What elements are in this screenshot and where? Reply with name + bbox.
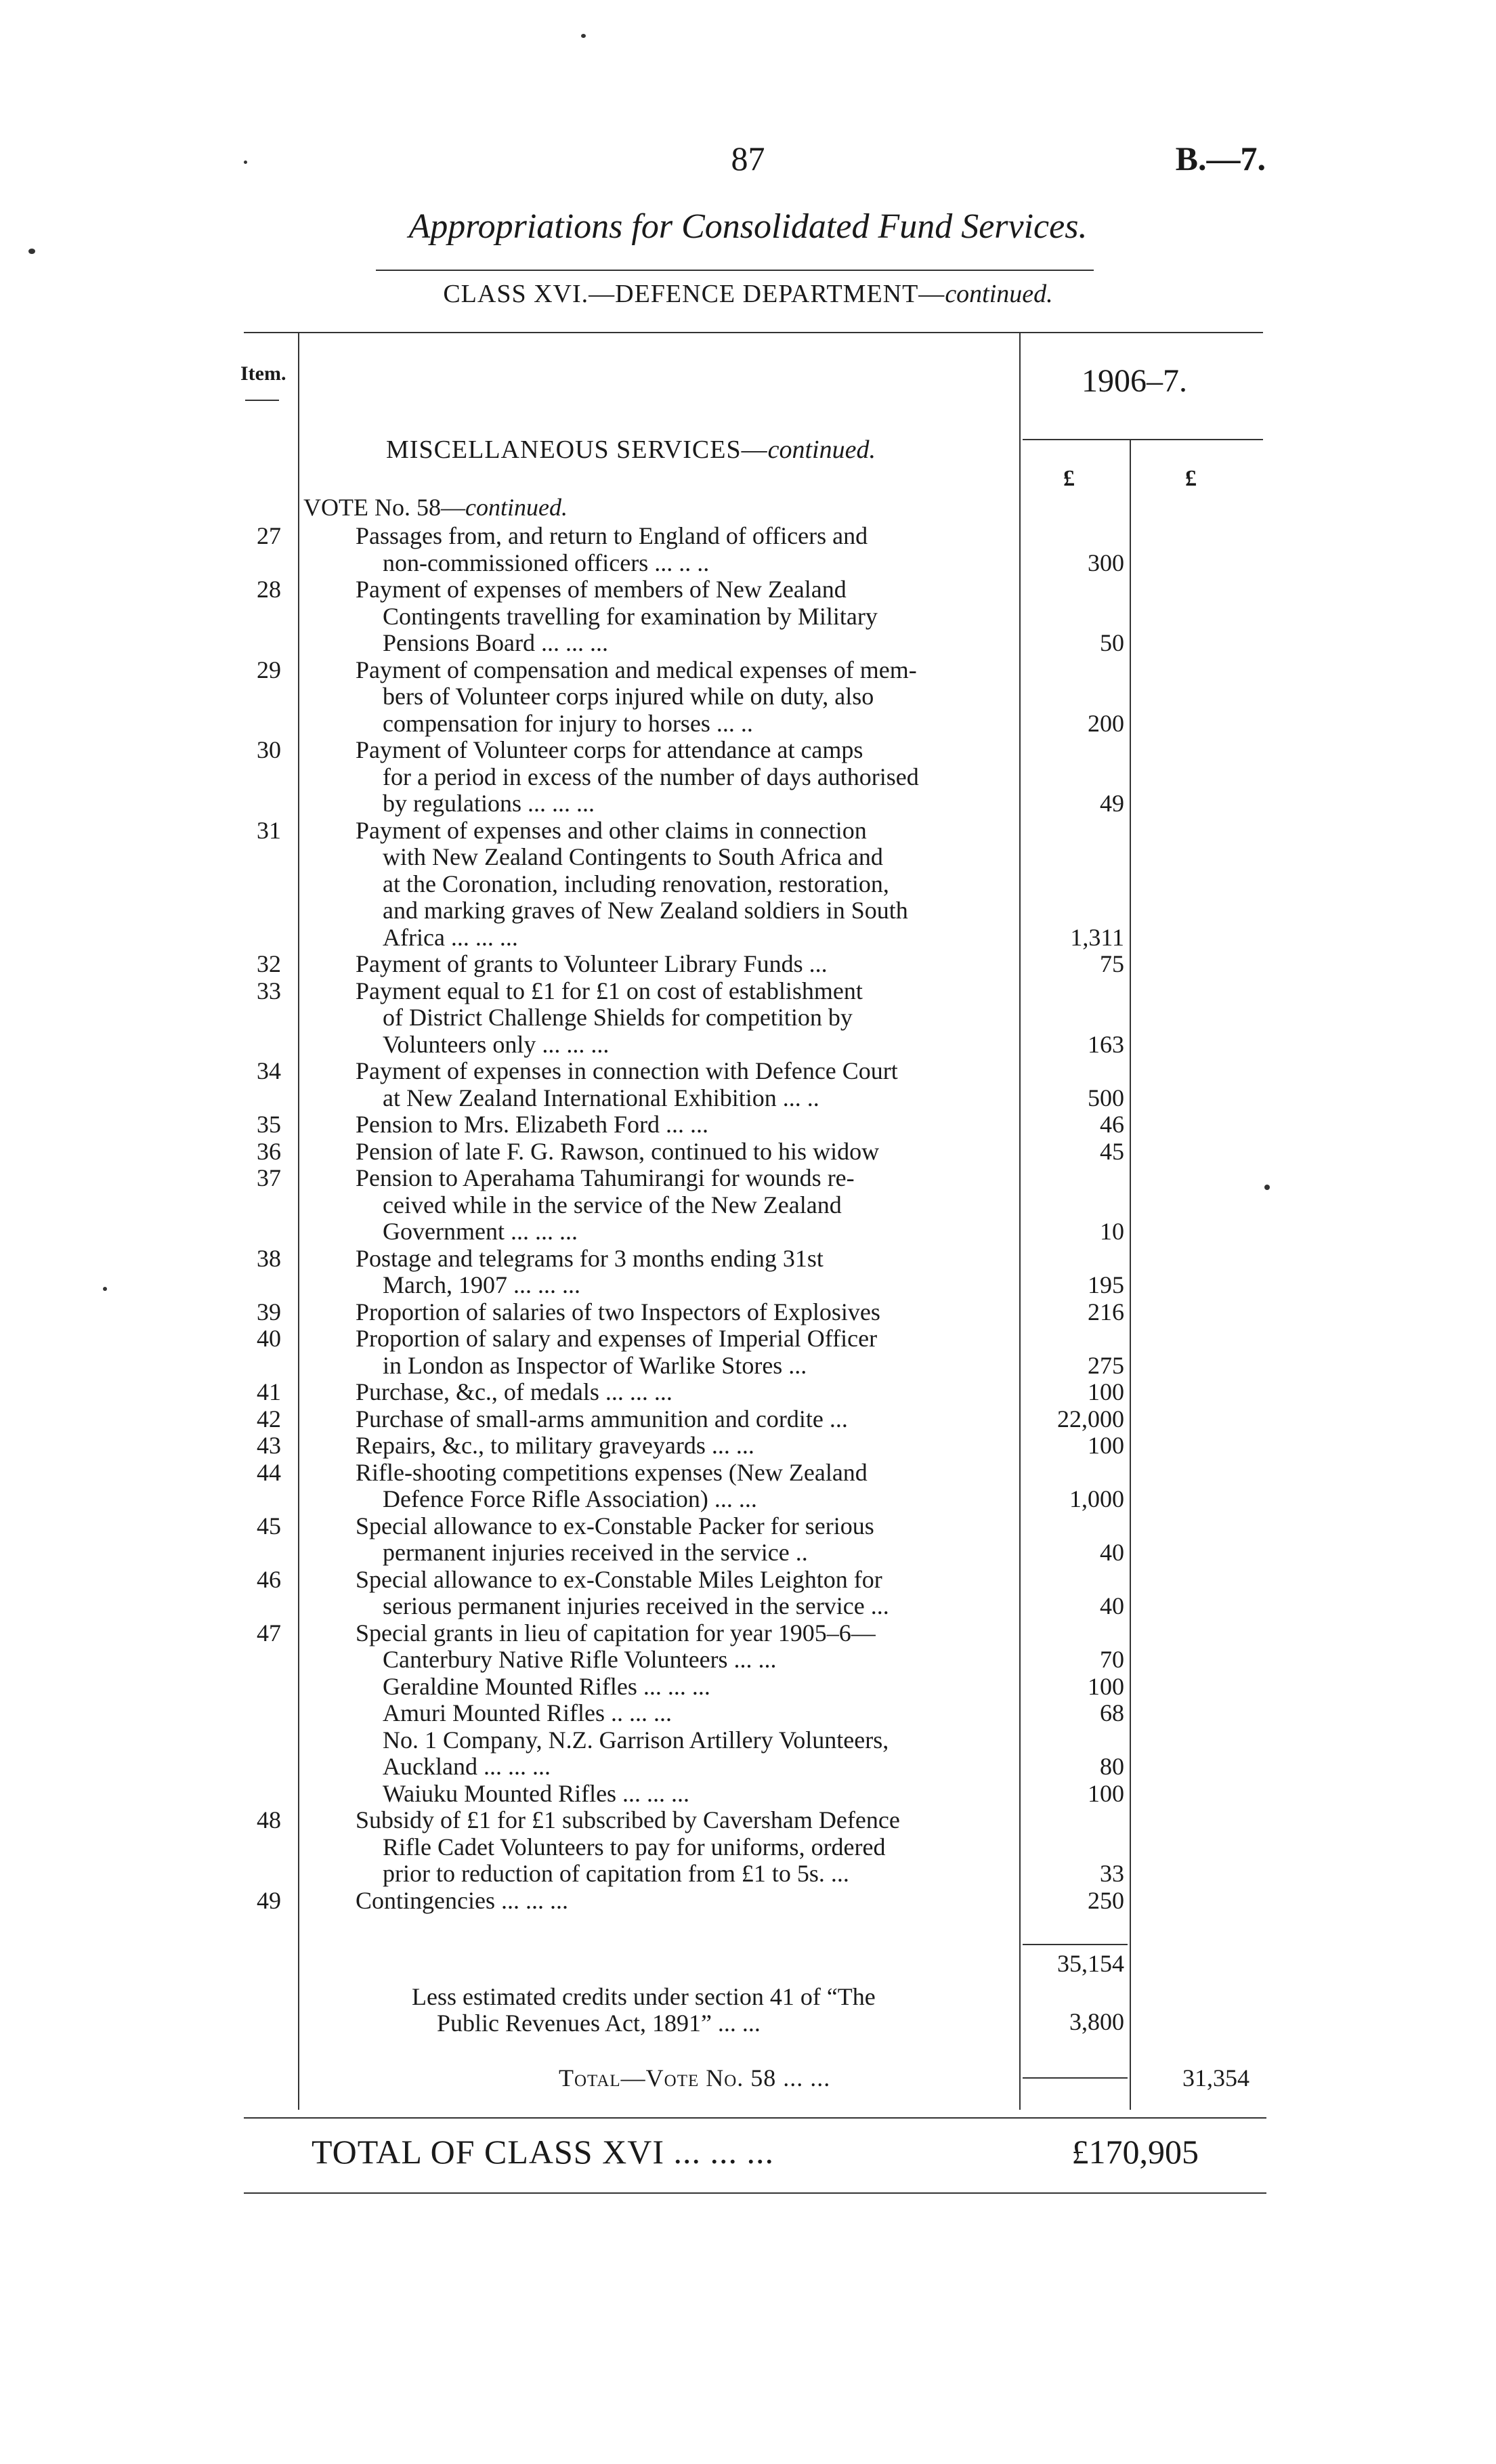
item-description: compensation for injury to horses ... ..: [383, 709, 753, 737]
item-description: at New Zealand International Exhibition ... ..: [383, 1084, 819, 1111]
item-number: 39: [257, 1298, 281, 1325]
item-amount: 22,000: [1057, 1405, 1124, 1432]
item-description: by regulations ... ... ...: [383, 790, 595, 817]
item-description: Amuri Mounted Rifles .. ... ...: [383, 1699, 672, 1726]
table-row: [0, 1700, 1496, 1726]
item-description: Payment of expenses in connection with Defence Court: [356, 1057, 898, 1084]
class-total-label: TOTAL OF CLASS XVI ... ... ...: [312, 2133, 774, 2171]
item-amount: 33: [1100, 1860, 1124, 1887]
item-description: Contingencies ... ... ...: [356, 1886, 568, 1914]
pound-sign-right: £: [1185, 466, 1197, 491]
table-row: [0, 1888, 1496, 1914]
item-description: Payment of expenses of members of New Zealand: [356, 576, 847, 603]
table-row: [0, 978, 1496, 1004]
item-number: 30: [257, 736, 281, 763]
scan-speck: [1264, 1185, 1270, 1190]
item-number: 37: [257, 1164, 281, 1191]
item-description: Waiuku Mounted Rifles ... ... ...: [383, 1779, 690, 1807]
item-description: Repairs, &c., to military graveyards ... ...: [356, 1432, 754, 1459]
item-number: 43: [257, 1432, 281, 1459]
item-description: for a period in excess of the number of days authorised: [383, 763, 919, 790]
table-row: [0, 1834, 1496, 1861]
item-description: Payment of compensation and medical expenses of mem-: [356, 656, 917, 683]
item-description: Pension to Mrs. Elizabeth Ford ... ...: [356, 1111, 708, 1138]
item-number: 27: [257, 522, 281, 549]
item-amount: 200: [1088, 709, 1124, 737]
item-amount: 40: [1100, 1539, 1124, 1566]
item-description: prior to reduction of capitation from £1 to 5s. ...: [383, 1860, 849, 1887]
table-row: [0, 683, 1496, 710]
item-amount: 100: [1088, 1672, 1124, 1700]
item-number: 41: [257, 1378, 281, 1405]
item-description: Payment of expenses and other claims in connection: [356, 816, 867, 844]
table-row: [0, 1406, 1496, 1432]
item-description: Postage and telegrams for 3 months ending 31st: [356, 1244, 824, 1272]
item-amount: 1,000: [1069, 1485, 1124, 1512]
table-row: [0, 1539, 1496, 1566]
table-row: [0, 817, 1496, 844]
page-title: Appropriations for Consolidated Fund Services.: [408, 207, 1088, 246]
table-row: [0, 790, 1496, 817]
item-amount: 46: [1100, 1111, 1124, 1138]
table-row: [0, 630, 1496, 656]
item-description: serious permanent injuries received in the service ...: [383, 1592, 889, 1619]
item-description: Pension to Aperahama Tahumirangi for wounds re-: [356, 1164, 855, 1191]
page-number: 87: [731, 140, 765, 177]
item-amount: 100: [1088, 1378, 1124, 1405]
vote-total-amount: 31,354: [1182, 2064, 1249, 2091]
item-number: 36: [257, 1137, 281, 1165]
section-heading: [386, 435, 876, 465]
item-description: at the Coronation, including renovation, restoration,: [383, 870, 889, 897]
table-row: [0, 1299, 1496, 1325]
table-row: [0, 1353, 1496, 1379]
table-row: [0, 1620, 1496, 1647]
table-row: [0, 1379, 1496, 1405]
table-row: [0, 844, 1496, 870]
item-number: 49: [257, 1886, 281, 1914]
table-row: [0, 1807, 1496, 1833]
table-row: [0, 1192, 1496, 1218]
item-description: Africa ... ... ...: [383, 923, 518, 951]
item-description: Subsidy of £1 for £1 subscribed by Caversham Defence: [356, 1806, 900, 1833]
table-row: [0, 1486, 1496, 1512]
item-number: 45: [257, 1512, 281, 1539]
scan-speck: [28, 249, 35, 254]
item-description: Rifle Cadet Volunteers to pay for uniforms, ordered: [383, 1833, 886, 1861]
class-total-rule-top: [244, 2117, 1266, 2119]
item-amount: 10: [1100, 1218, 1124, 1245]
item-amount: 216: [1088, 1298, 1124, 1325]
table-row: [0, 550, 1496, 576]
item-description: Special allowance to ex-Constable Miles Leighton for: [356, 1565, 882, 1593]
item-description: non-commissioned officers ... .. ..: [383, 549, 710, 576]
table-row: [0, 1674, 1496, 1700]
table-row: [0, 764, 1496, 790]
item-description: Special grants in lieu of capitation for year 1905–6—: [356, 1619, 876, 1647]
subtotal-rule: [1023, 1944, 1128, 1945]
item-amount: 100: [1088, 1432, 1124, 1459]
item-description: Passages from, and return to England of officers and: [356, 522, 868, 549]
item-description: bers of Volunteer corps injured while on duty, also: [383, 683, 874, 710]
credits-row: [0, 2009, 1496, 2035]
item-description: Canterbury Native Rifle Volunteers ... ...: [383, 1646, 777, 1673]
scan-speck: [103, 1287, 107, 1291]
item-number: 38: [257, 1244, 281, 1272]
vote-heading: [303, 493, 568, 522]
item-amount: 300: [1088, 549, 1124, 576]
table-row: [0, 737, 1496, 763]
table-row: [0, 657, 1496, 683]
table-row: [0, 1567, 1496, 1593]
table-row: [0, 1513, 1496, 1539]
table-row: [0, 1325, 1496, 1352]
table-row: [0, 1085, 1496, 1111]
class-heading-continued: continued.: [945, 280, 1053, 308]
class-heading: [0, 279, 1496, 309]
item-number: 31: [257, 816, 281, 844]
table-row: [0, 1032, 1496, 1058]
item-amount: 49: [1100, 790, 1124, 817]
scan-speck: [581, 34, 586, 38]
pound-sign-left: £: [1063, 466, 1075, 491]
table-row: [0, 1861, 1496, 1887]
item-description: No. 1 Company, N.Z. Garrison Artillery Volunteers,: [383, 1726, 889, 1754]
item-description: with New Zealand Contingents to South Africa and: [383, 843, 883, 870]
table-row: [0, 1004, 1496, 1031]
item-description: March, 1907 ... ... ...: [383, 1271, 580, 1298]
item-description: Payment equal to £1 for £1 on cost of establishment: [356, 977, 863, 1004]
item-amount: 80: [1100, 1753, 1124, 1780]
vote-total-rule: [1023, 2077, 1128, 2079]
item-description: Purchase of small-arms ammunition and cordite ...: [356, 1405, 848, 1432]
item-number: 40: [257, 1325, 281, 1352]
item-number: 34: [257, 1057, 281, 1084]
table-row: [0, 951, 1496, 977]
table-row: [0, 1218, 1496, 1245]
table-row: [0, 1647, 1496, 1673]
subtotal-amount: 35,154: [1057, 1950, 1124, 1977]
vote-heading-text: VOTE No. 58—: [303, 494, 465, 521]
item-amount: 163: [1088, 1030, 1124, 1058]
table-row: [0, 576, 1496, 603]
item-description: and marking graves of New Zealand soldiers in South: [383, 897, 908, 924]
table-row: [0, 897, 1496, 924]
item-amount: 50: [1100, 629, 1124, 656]
vote-heading-continued: continued.: [465, 494, 568, 521]
item-description: Purchase, &c., of medals ... ... ...: [356, 1378, 672, 1405]
class-total-rule-bottom: [244, 2192, 1266, 2194]
class-total-amount: £170,905: [1071, 2133, 1199, 2171]
item-number: 44: [257, 1458, 281, 1486]
table-row: [0, 1165, 1496, 1191]
table-row: [0, 603, 1496, 630]
table-row: [0, 1432, 1496, 1459]
year-column-header: 1906–7.: [1082, 363, 1187, 399]
item-number: 46: [257, 1565, 281, 1593]
credits-line-2: Public Revenues Act, 1891” ... ...: [437, 2010, 761, 2037]
item-description: Special allowance to ex-Constable Packer for serious: [356, 1512, 874, 1539]
item-description: Geraldine Mounted Rifles ... ... ...: [383, 1672, 710, 1700]
item-amount: 1,311: [1070, 923, 1124, 951]
item-amount: 75: [1100, 950, 1124, 977]
item-number: 32: [257, 950, 281, 977]
table-row: [0, 1058, 1496, 1084]
item-description: Rifle-shooting competitions expenses (New Zealand: [356, 1458, 868, 1486]
table-row: [0, 523, 1496, 549]
item-number: 42: [257, 1405, 281, 1432]
table-row: [0, 1727, 1496, 1754]
item-number: 28: [257, 576, 281, 603]
year-underline: [1023, 439, 1263, 440]
item-description: ceived while in the service of the New Zealand: [383, 1191, 842, 1218]
table-row: [0, 710, 1496, 737]
item-description: Contingents travelling for examination by Military: [383, 602, 878, 630]
item-amount: 40: [1100, 1592, 1124, 1619]
item-header-dash: [245, 400, 279, 401]
item-number: 35: [257, 1111, 281, 1138]
item-description: Auckland ... ... ...: [383, 1753, 551, 1780]
title-rule: [376, 270, 1094, 271]
table-row: [0, 1754, 1496, 1780]
item-description: Payment of grants to Volunteer Library Funds ...: [356, 950, 828, 977]
table-row: [0, 1139, 1496, 1165]
table-row: [0, 871, 1496, 897]
table-row: [0, 1781, 1496, 1807]
item-description: in London as Inspector of Warlike Stores ...: [383, 1351, 807, 1379]
document-reference: B.—7.: [1175, 140, 1266, 177]
scan-speck: [244, 161, 247, 164]
item-number: 47: [257, 1619, 281, 1647]
class-heading-text: CLASS XVI.—DEFENCE DEPARTMENT—: [443, 280, 945, 308]
credits-line-1: Less estimated credits under section 41 of “The: [412, 1983, 876, 2010]
section-heading-continued: continued.: [767, 436, 876, 464]
vote-total-label: Total—Vote No. 58 ... ...: [559, 2064, 831, 2091]
item-number: 48: [257, 1806, 281, 1833]
subtotal-row: [0, 1951, 1496, 1977]
item-amount: 500: [1088, 1084, 1124, 1111]
table-row: [0, 1460, 1496, 1486]
item-number: 29: [257, 656, 281, 683]
item-description: Proportion of salary and expenses of Imperial Officer: [356, 1325, 878, 1352]
item-amount: 45: [1100, 1137, 1124, 1165]
class-rule: [244, 332, 1263, 333]
item-column-header: Item.: [240, 362, 286, 385]
item-description: Proportion of salaries of two Inspectors of Explosives: [356, 1298, 880, 1325]
item-description: Government ... ... ...: [383, 1218, 578, 1245]
item-description: of District Challenge Shields for competition by: [383, 1004, 853, 1031]
item-amount: 195: [1088, 1271, 1124, 1298]
table-row: [0, 1246, 1496, 1272]
section-heading-text: MISCELLANEOUS SERVICES—: [386, 436, 768, 464]
credits-amount: 3,800: [1069, 2008, 1124, 2035]
item-amount: 68: [1100, 1699, 1124, 1726]
item-amount: 250: [1088, 1886, 1124, 1914]
item-description: Payment of Volunteer corps for attendance at camps: [356, 736, 863, 763]
table-row: [0, 925, 1496, 951]
item-amount: 100: [1088, 1779, 1124, 1807]
table-row: [0, 1593, 1496, 1619]
item-description: Pension of late F. G. Rawson, continued to his widow: [356, 1137, 880, 1165]
item-description: Defence Force Rifle Association) ... ...: [383, 1485, 757, 1512]
item-amount: 275: [1088, 1351, 1124, 1379]
item-description: Pensions Board ... ... ...: [383, 629, 608, 656]
item-number: 33: [257, 977, 281, 1004]
item-description: permanent injuries received in the service ..: [383, 1539, 808, 1566]
item-amount: 70: [1100, 1646, 1124, 1673]
table-row: [0, 1111, 1496, 1138]
table-row: [0, 1272, 1496, 1298]
item-description: Volunteers only ... ... ...: [383, 1030, 610, 1058]
